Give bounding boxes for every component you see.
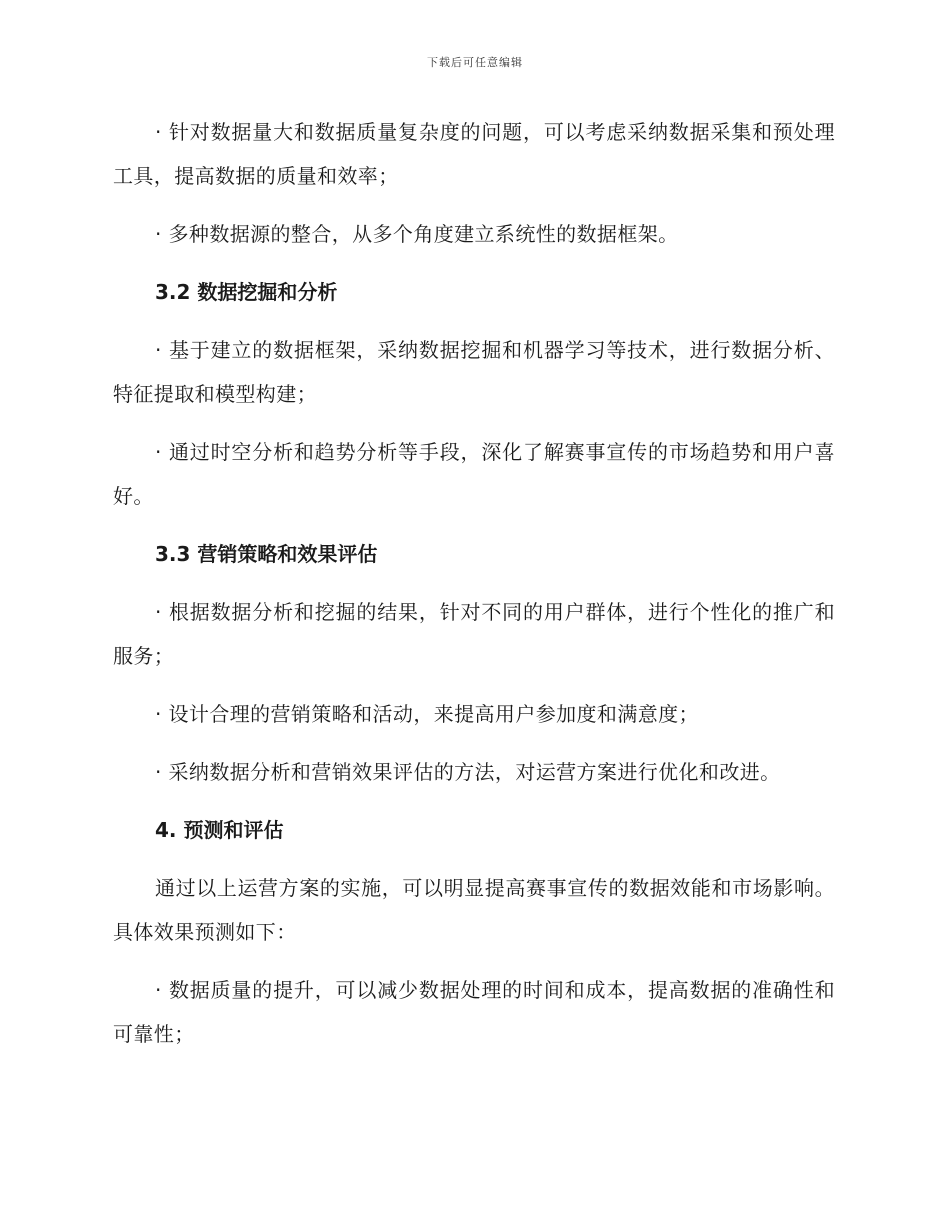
section-heading-4: 4. 预测和评估 [155,818,284,842]
bullet-paragraph: · 采纳数据分析和营销效果评估的方法，对运营方案进行优化和改进。 [155,760,781,784]
section-heading-3-2: 3.2 数据挖掘和分析 [155,280,338,304]
page-header-note: 下载后可任意编辑 [427,56,523,69]
bullet-paragraph: · 基于建立的数据框架，采纳数据挖掘和机器学习等技术，进行数据分析、特征提取和模型构建； [113,338,835,406]
bullet-paragraph: · 设计合理的营销策略和活动，来提高用户参加度和满意度； [155,702,699,726]
body-paragraph: 通过以上运营方案的实施，可以明显提高赛事宣传的数据效能和市场影响。具体效果预测如下： [113,876,835,944]
section-heading-3-3: 3.3 营销策略和效果评估 [155,542,378,566]
bullet-paragraph: · 多种数据源的整合，从多个角度建立系统性的数据框架。 [155,222,679,246]
bullet-paragraph: · 通过时空分析和趋势分析等手段，深化了解赛事宣传的市场趋势和用户喜好。 [113,440,835,508]
bullet-paragraph: · 根据数据分析和挖掘的结果，针对不同的用户群体，进行个性化的推广和服务； [113,600,835,668]
bullet-paragraph: · 数据质量的提升，可以减少数据处理的时间和成本，提高数据的准确性和可靠性； [113,978,835,1046]
bullet-paragraph: · 针对数据量大和数据质量复杂度的问题，可以考虑采纳数据采集和预处理工具，提高数据的质量和效率； [113,120,835,188]
document-body [113,110,835,1070]
